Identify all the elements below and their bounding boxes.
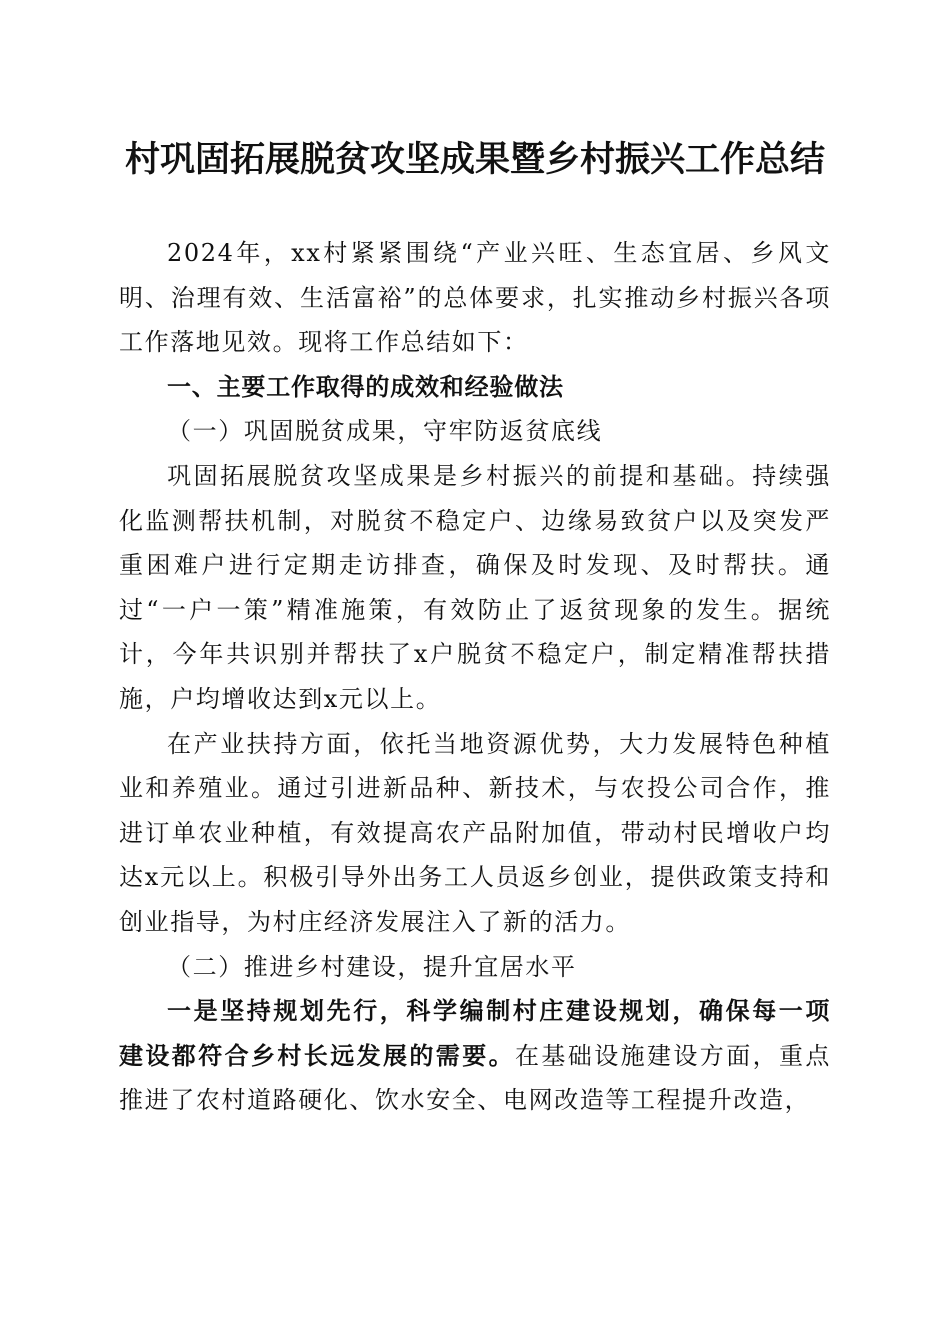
- section-heading: 一、主要工作取得的成效和经验做法: [167, 372, 564, 401]
- body-paragraph: 在产业扶持方面，依托当地资源优势，大力发展特色种植业和养殖业。通过引进新品种、新技术，与农投公司合作，推进订单农业种植，有效提高农产品附加值，带动村民增收户均达x元以上。积极引导外出务工人员返乡创业，提供政策支持和创业指导，为村庄经济发展注入了新的活力。: [119, 729, 831, 936]
- body-paragraph: 巩固拓展脱贫攻坚成果是乡村振兴的前提和基础。持续强化监测帮扶机制，对脱贫不稳定户、边缘易致贫户以及突发严重困难户进行定期走访排查，确保及时发现、及时帮扶。通过“一户一策”精准施策，有效防止了返贫现象的发生。据统计，今年共识别并帮扶了x户脱贫不稳定户，制定精准帮扶措施，户均增收达到x元以上。: [119, 461, 831, 713]
- body-paragraph: [119, 989, 831, 1123]
- paragraph-lead-text: 一是坚持规划先行，: [167, 996, 407, 1026]
- document-title: 村巩固拓展脱贫攻坚成果暨乡村振兴工作总结: [124, 139, 825, 180]
- subsection-heading: （一）巩固脱贫成果，守牢防返贫底线: [167, 417, 603, 446]
- intro-paragraph: 2024年，xx村紧紧围绕“产业兴旺、生态宜居、乡风文明、治理有效、生活富裕”的总体要求，扎实推动乡村振兴各项工作落地见效。现将工作总结如下：: [119, 239, 831, 357]
- document-body: [119, 231, 831, 1123]
- paragraph-remaining-text: 在基础设施建设方面，重点推进了农村道路硬化、饮水安全、电网改造等工程提升改造，: [119, 1041, 831, 1115]
- paragraph-lead-continuation: 科学编制村庄建设规划，确保每一项建设都符合乡村长远发展的需要。: [119, 996, 831, 1070]
- subsection-heading: （二）推进乡村建设，提升宜居水平: [167, 952, 577, 981]
